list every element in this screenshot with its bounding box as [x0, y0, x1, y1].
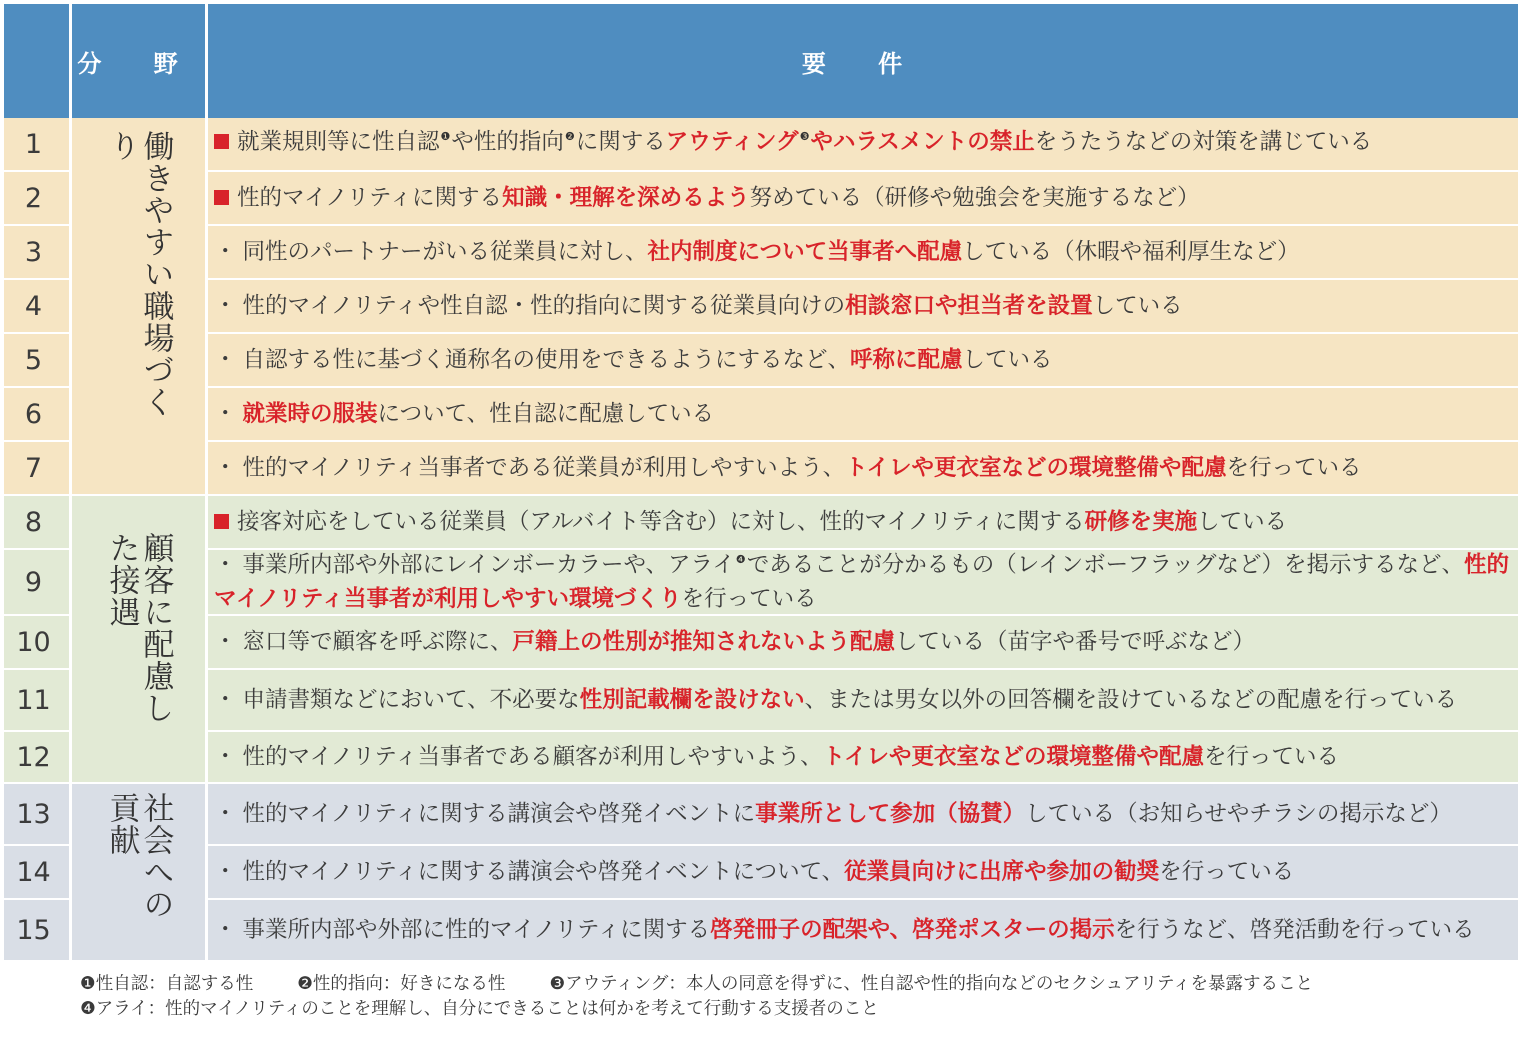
- category-cell-society: [72, 784, 208, 962]
- highlight-text: 事業所として参加（協賛）: [755, 801, 1026, 827]
- row-number: 13: [4, 784, 72, 846]
- footnote-sexual-orientation: ❷性的指向：好きになる性: [297, 974, 506, 994]
- table-row: [4, 496, 1518, 550]
- requirement-text: ・ 申請書類などにおいて、不必要な性別記載欄を設けない、または男女以外の回答欄を設けているなどの配慮を行っている: [208, 670, 1518, 732]
- requirement-text: 就業規則等に性自認$^❶$や性的指向$^❷$に関するアウティング$^❸$やハラスメントの禁止をうたうなどの対策を講じている: [208, 118, 1518, 172]
- table-row: [4, 550, 1518, 616]
- table-row: [4, 118, 1518, 172]
- requirement-text: ・ 事業所内部や外部にレインボーカラーや、アライ$^❹$であることが分かるもの（レインボーフラッグなど）を掲示するなど、性的マイノリティ当事者が利用しやすい環境づくりを行っている: [208, 550, 1518, 616]
- red-square-icon: [214, 190, 229, 205]
- row-number: 12: [4, 732, 72, 784]
- highlight-text: 相談窓口や担当者を設置: [845, 293, 1093, 319]
- row-number: 8: [4, 496, 72, 550]
- highlight-text: トイレや更衣室などの環境整備や配慮: [845, 455, 1227, 481]
- table-row: [4, 334, 1518, 388]
- row-number: 5: [4, 334, 72, 388]
- requirement-text: ・ 就業時の服装について、性自認に配慮している: [208, 388, 1518, 442]
- highlight-text: 就業時の服装: [242, 401, 378, 427]
- highlight-text: 性別記載欄を設けない: [579, 687, 805, 713]
- category-header: 分 野: [72, 4, 208, 118]
- table-row: [4, 784, 1518, 846]
- requirements-header: 要 件: [208, 4, 1518, 118]
- category-label-customer: 顧客に配慮した接遇: [103, 532, 174, 724]
- row-number: 10: [4, 616, 72, 670]
- requirement-text: 接客対応をしている従業員（アルバイト等含む）に対し、性的マイノリティに関する研修を実施している: [208, 496, 1518, 550]
- footnote-line-1: [80, 972, 1500, 997]
- row-number: 11: [4, 670, 72, 732]
- note-marker: ❹: [735, 553, 746, 566]
- category-label-work: 働きやすい職場づくり: [103, 130, 174, 418]
- requirement-text: ・ 性的マイノリティに関する講演会や啓発イベントに事業所として参加（協賛）している（お知らせやチラシの掲示など）: [208, 784, 1518, 846]
- highlight-text: 研修を実施: [1084, 509, 1198, 535]
- row-number: 6: [4, 388, 72, 442]
- highlight-text: 性的マイノリティ当事者が利用しやすい環境づくり: [214, 552, 1510, 612]
- highlight-text: アウティング: [665, 129, 799, 155]
- highlight-text: 知識・理解を深めるよう: [502, 185, 750, 211]
- highlight-text: 啓発冊子の配架や、啓発ポスターの掲示: [710, 917, 1115, 943]
- row-number: 4: [4, 280, 72, 334]
- row-number: 14: [4, 846, 72, 900]
- row-number: 15: [4, 900, 72, 962]
- requirement-text: ・ 性的マイノリティ当事者である従業員が利用しやすいよう、トイレや更衣室などの環境整備や配慮を行っている: [208, 442, 1518, 496]
- table-row: [4, 732, 1518, 784]
- highlight-text: やハラスメントの禁止: [810, 129, 1035, 155]
- highlight-text: 戸籍上の性別が推知されないよう配慮: [512, 629, 896, 655]
- table-row: [4, 900, 1518, 962]
- table-row: [4, 442, 1518, 496]
- requirement-text: 性的マイノリティに関する知識・理解を深めるよう努めている（研修や勉強会を実施するなど）: [208, 172, 1518, 226]
- footnote-line-2: [80, 997, 1500, 1022]
- table-row: [4, 616, 1518, 670]
- requirement-text: ・ 同性のパートナーがいる従業員に対し、社内制度について当事者へ配慮している（休暇や福利厚生など）: [208, 226, 1518, 280]
- table-row: [4, 670, 1518, 732]
- row-number: 2: [4, 172, 72, 226]
- num-header: [4, 4, 72, 118]
- highlight-text: トイレや更衣室などの環境整備や配慮: [822, 744, 1204, 770]
- requirement-text: ・ 性的マイノリティや性自認・性的指向に関する従業員向けの相談窓口や担当者を設置している: [208, 280, 1518, 334]
- requirements-table: [4, 4, 1518, 962]
- table-row: [4, 172, 1518, 226]
- row-number: 3: [4, 226, 72, 280]
- requirement-text: ・ 窓口等で顧客を呼ぶ際に、戸籍上の性別が推知されないよう配慮している（苗字や番号で呼ぶなど）: [208, 616, 1518, 670]
- footnotes: [80, 972, 1500, 1022]
- category-cell-customer: [72, 496, 208, 784]
- note-marker: ❸: [799, 130, 810, 143]
- requirement-text: ・ 性的マイノリティに関する講演会や啓発イベントについて、従業員向けに出席や参加の勧奨を行っている: [208, 846, 1518, 900]
- requirement-text: ・ 事業所内部や外部に性的マイノリティに関する啓発冊子の配架や、啓発ポスターの掲示を行うなど、啓発活動を行っている: [208, 900, 1518, 962]
- red-square-icon: [214, 134, 229, 149]
- red-square-icon: [214, 514, 229, 529]
- footnote-ally: ❹アライ：性的マイノリティのことを理解し、自分にできることは何かを考えて行動する支援者のこと: [80, 999, 879, 1019]
- table-row: [4, 226, 1518, 280]
- highlight-text: 呼称に配慮: [850, 347, 963, 373]
- requirement-text: ・ 性的マイノリティ当事者である顧客が利用しやすいよう、トイレや更衣室などの環境整備や配慮を行っている: [208, 732, 1518, 784]
- table-row: [4, 846, 1518, 900]
- requirement-text: ・ 自認する性に基づく通称名の使用をできるようにするなど、呼称に配慮している: [208, 334, 1518, 388]
- table-row: [4, 280, 1518, 334]
- table-row: [4, 388, 1518, 442]
- note-marker: ❷: [564, 130, 575, 143]
- header-row: [4, 4, 1518, 118]
- highlight-text: 従業員向けに出席や参加の勧奨: [844, 859, 1160, 885]
- category-label-society: 社会への貢献: [103, 792, 174, 920]
- row-number: 7: [4, 442, 72, 496]
- note-marker: ❶: [440, 130, 451, 143]
- category-cell-work: [72, 118, 208, 496]
- row-number: 1: [4, 118, 72, 172]
- highlight-text: 社内制度について当事者へ配慮: [647, 239, 963, 265]
- footnote-gender-identity: ❶性自認：自認する性: [80, 974, 254, 994]
- footnote-outing: ❸アウティング：本人の同意を得ずに、性自認や性的指向などのセクシュアリティを暴露すること: [549, 974, 1314, 994]
- row-number: 9: [4, 550, 72, 616]
